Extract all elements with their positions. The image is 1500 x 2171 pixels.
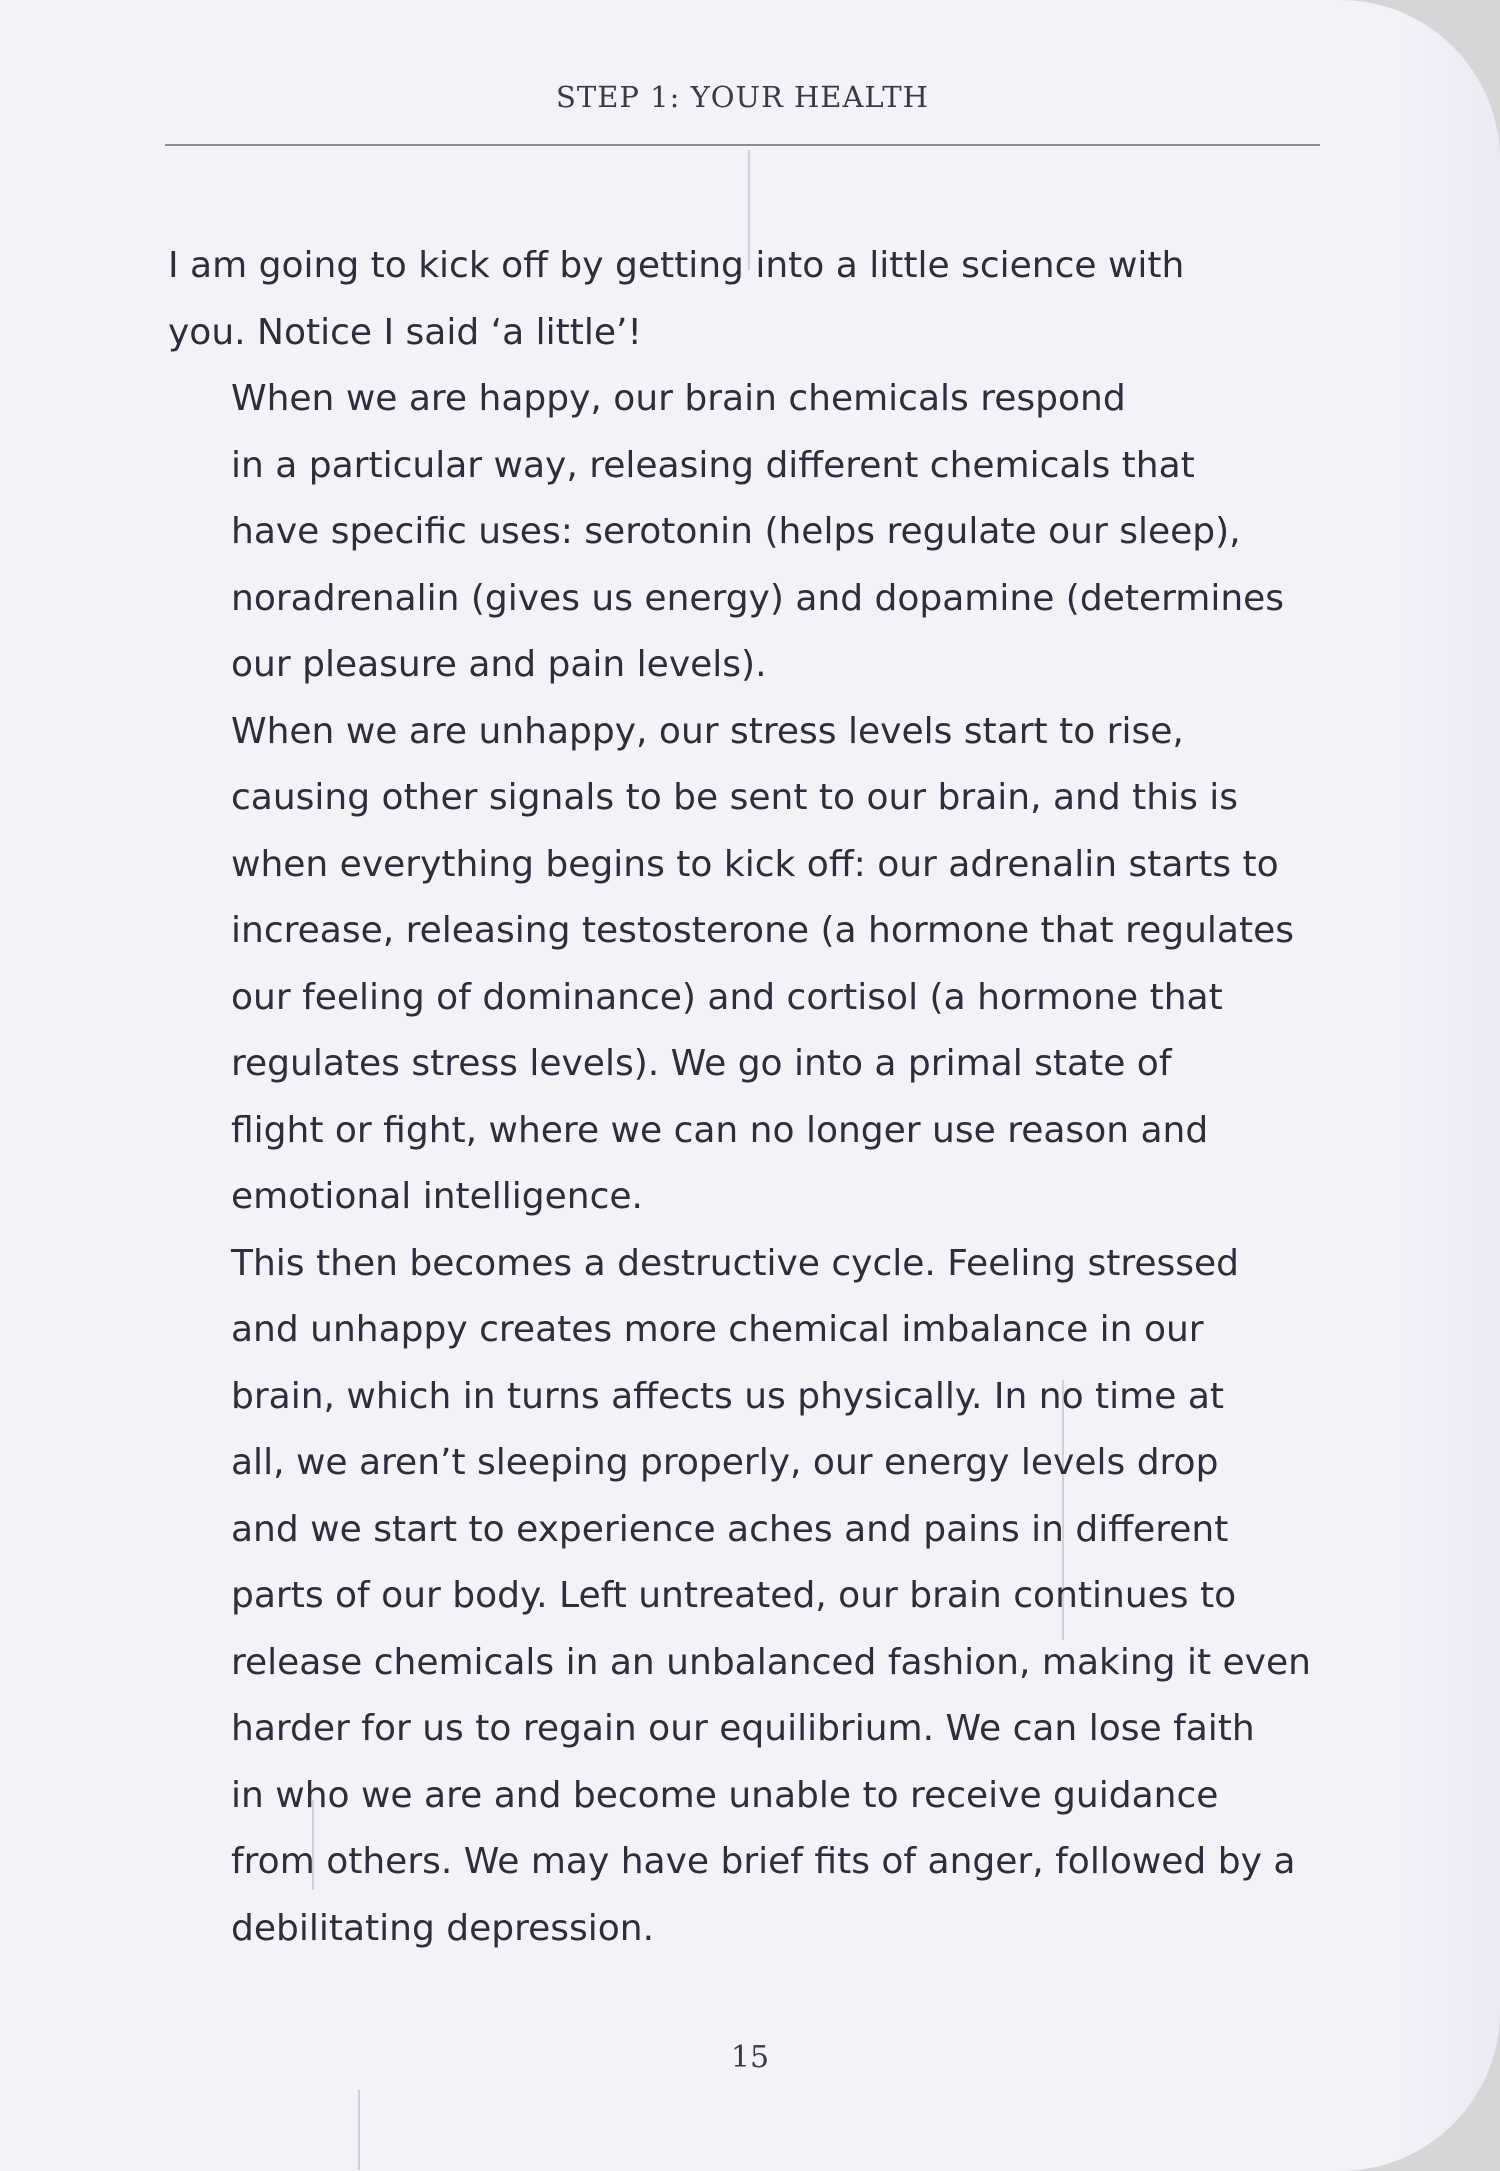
text-line: This then becomes a destructive cycle. Feeling stressed xyxy=(231,1242,1239,1284)
text-line: noradrenalin (gives us energy) and dopamine (determines xyxy=(231,577,1285,619)
text-line: debilitating depression. xyxy=(231,1907,655,1949)
text-line: I am going to kick off by getting into a little science with xyxy=(168,245,1185,286)
paragraph xyxy=(168,366,1328,699)
paper-crease xyxy=(358,2090,360,2170)
text-line: flight or fight, where we can no longer use reason and xyxy=(231,1109,1209,1151)
text-line: causing other signals to be sent to our brain, and this is xyxy=(231,777,1239,818)
text-line: from others. We may have brief fits of anger, followed by a xyxy=(231,1841,1296,1882)
paragraph xyxy=(168,699,1328,1231)
text-line: in who we are and become unable to receive guidance xyxy=(231,1774,1219,1816)
text-line: harder for us to regain our equilibrium. We can lose faith xyxy=(231,1708,1255,1749)
paragraph xyxy=(168,1231,1328,1963)
text-line: release chemicals in an unbalanced fashion, making it even xyxy=(231,1641,1311,1683)
text-line: when everything begins to kick off: our adrenalin starts to xyxy=(231,843,1279,885)
text-line: and we start to experience aches and pains in different xyxy=(231,1508,1229,1550)
text-line: have specific uses: serotonin (helps regulate our sleep), xyxy=(231,511,1241,552)
text-line: increase, releasing testosterone (a hormone that regulates xyxy=(231,910,1295,951)
text-line: When we are unhappy, our stress levels start to rise, xyxy=(231,710,1184,752)
header-rule xyxy=(165,144,1320,146)
text-line: our pleasure and pain levels). xyxy=(231,644,767,685)
text-line: in a particular way, releasing different chemicals that xyxy=(231,444,1195,486)
body-text xyxy=(168,233,1328,1962)
running-head: STEP 1: YOUR HEALTH xyxy=(556,80,929,114)
paragraph xyxy=(168,233,1328,366)
page-number: 15 xyxy=(730,2040,770,2075)
text-line: parts of our body. Left untreated, our brain continues to xyxy=(231,1575,1237,1616)
text-line: and unhappy creates more chemical imbalance in our xyxy=(231,1309,1204,1350)
text-line: all, we aren’t sleeping properly, our energy levels drop xyxy=(231,1442,1219,1483)
text-line: you. Notice I said ‘a little’! xyxy=(168,311,642,353)
page-edge-shading xyxy=(1400,0,1500,2171)
text-line: emotional intelligence. xyxy=(231,1176,643,1217)
text-line: regulates stress levels). We go into a primal state of xyxy=(231,1043,1172,1084)
text-line: brain, which in turns affects us physically. In no time at xyxy=(231,1375,1225,1417)
text-line: our feeling of dominance) and cortisol (a hormone that xyxy=(231,976,1223,1018)
text-line: When we are happy, our brain chemicals respond xyxy=(231,378,1126,419)
